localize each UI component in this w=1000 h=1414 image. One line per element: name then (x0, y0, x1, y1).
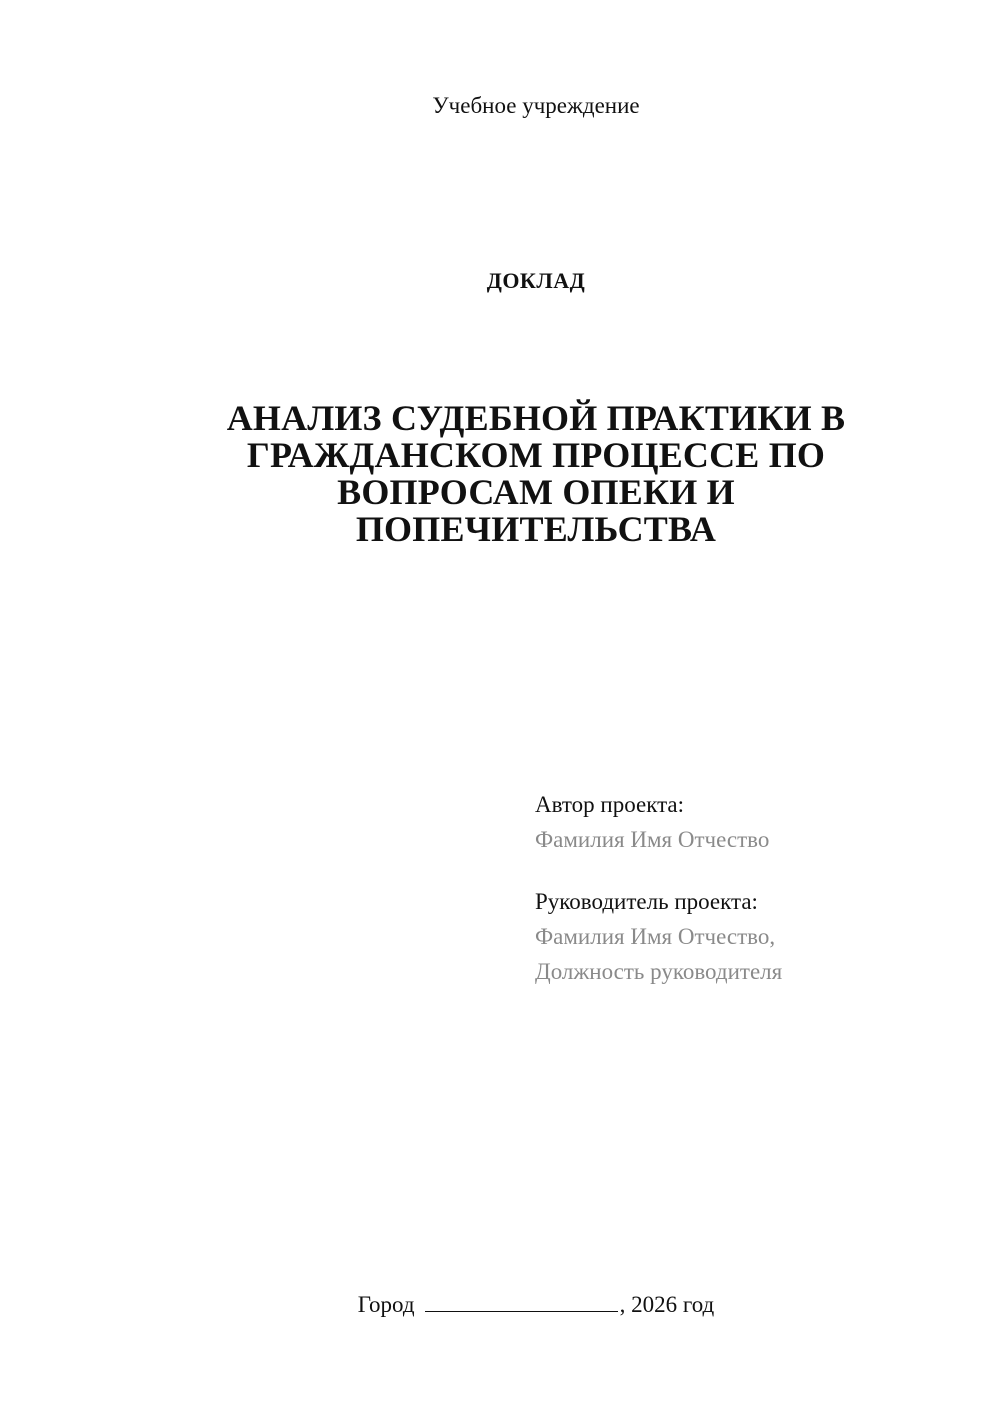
city-label: Город (357, 1292, 415, 1317)
credits-spacer (535, 857, 975, 884)
author-label: Автор проекта: (535, 792, 684, 817)
supervisor-position: Должность руководителя (535, 959, 783, 984)
supervisor-label: Руководитель проекта: (535, 889, 758, 914)
credits-block (535, 787, 975, 989)
city-year-line (36, 1289, 1000, 1321)
year-text: , 2026 год (619, 1292, 715, 1317)
title-line-4: ПОПЕЧИТЕЛЬСТВА (355, 509, 717, 549)
author-name: Фамилия Имя Отчество (535, 827, 770, 852)
supervisor-name: Фамилия Имя Отчество, (535, 924, 776, 949)
title-line-1: АНАЛИЗ СУДЕБНОЙ ПРАКТИКИ В (226, 398, 846, 438)
title-line-3: ВОПРОСАМ ОПЕКИ И (337, 472, 735, 512)
institution-name: Учебное учреждение (432, 93, 640, 118)
document-title (170, 400, 902, 548)
document-type: ДОКЛАД (486, 268, 586, 293)
city-blank-line (425, 1289, 618, 1312)
title-line-2: ГРАЖДАНСКОМ ПРОЦЕССЕ ПО (246, 435, 826, 475)
